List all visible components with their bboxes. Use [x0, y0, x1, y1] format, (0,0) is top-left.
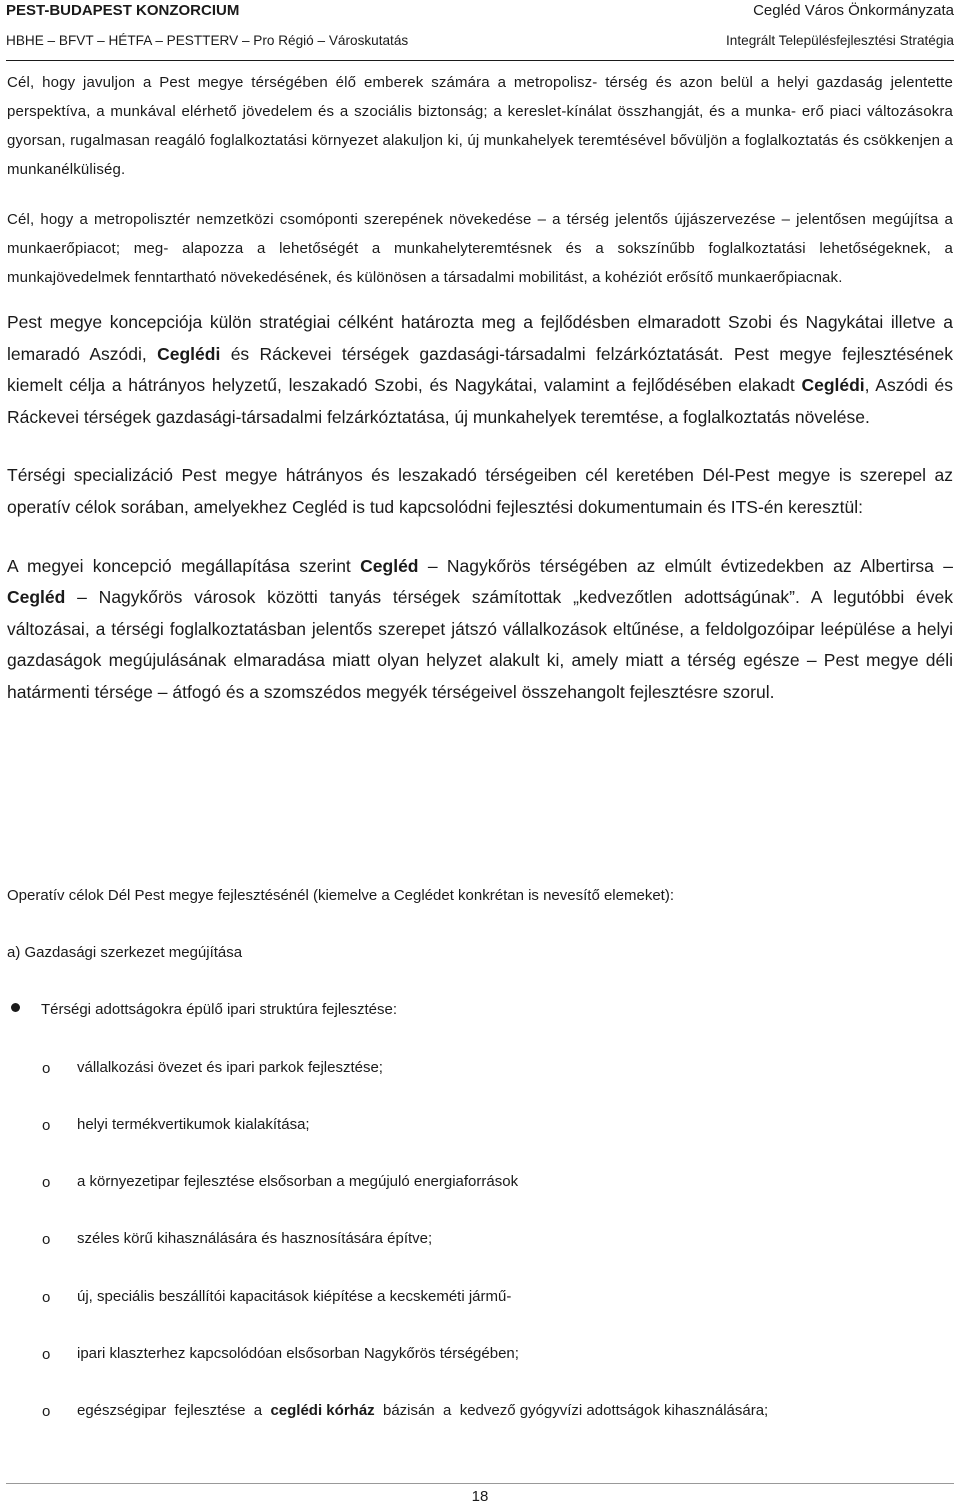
header-row-top [6, 2, 954, 19]
sub-bullet-marker: o [42, 1403, 51, 1420]
sub-bullet-marker: o [42, 1231, 51, 1248]
bold-cegléd: Cegléd [7, 587, 66, 608]
operative-goals-intro: Operatív célok Dél Pest megye fejlesztésénél (kiemelve a Ceglédet konkrétan is nevesítő elemeket): [7, 887, 674, 904]
bold-ceglédi: Ceglédi [157, 343, 221, 364]
paragraph-metropolitan-goal: Cél, hogy a metropolisztér nemzetközi csomóponti szerepének növekedése – a térség jelentős újjászervezése – jelentősen megújítsa a munkaerőpiacot; meg- alapozza a lehetőségét a munkahelyteremtésnek és a sokszínűbb foglalkoztatási lehetőségeknek, a munkajövedelmek fenntartható növekedésének, és különösen a társadalmi mobilitást, a kohéziót erősítő munkaerőpiacnak. [7, 211, 953, 286]
sub-bullet-marker: o [42, 1117, 51, 1134]
document-title: Integrált Településfejlesztési Stratégia [726, 33, 954, 48]
sub-item: a környezetipar fejlesztése elsősorban a megújuló energiaforrások [77, 1173, 519, 1190]
paragraph-county-concept: Pest megye koncepciója külön stratégiai célként határozta meg a fejlődésben elmaradott Szobi és Nagykátai illetve a lemaradó Aszódi, Ceglédi és Ráckevei térségek gazdasági-társadalmi felzárkóztatását. Pest megye fejlesztésének kiemelt célja a hátrányos helyzetű, leszakadó Szobi, és Nagykátai, valamint a fejlődésében elakadt Ceglédi, Aszódi és Ráckevei térségek gazdasági-társadalmi felzárkóztatása, új munkahelyek teremtése, a foglalkoztatás növelése. [7, 312, 953, 427]
paragraph-regional-specialisation: Térségi specializáció Pest megye hátrányos és leszakadó térségeiben cél keretében Dél-Pest megye is szerepel az operatív célok sorában, amelyekhez Cegléd is tud kapcsolódni fejlesztési dokumentumain és ITS-én keresztül: [7, 465, 953, 517]
page-number: 18 [471, 1488, 489, 1505]
sub-item: széles körű kihasználására és hasznosítására építve; [77, 1230, 433, 1247]
paragraph-cegléd-assessment: A megyei koncepció megállapítása szerint Cegléd – Nagykőrös térségében az elmúlt évtizedekben az Albertirsa – Cegléd – Nagykőrös városok közötti tanyás térségek számítottak „kedvezőtlen adottságúnak”. A legutóbbi évek változásai, a térségi foglalkoztatásban jelentős szerepet játszó vállalkozások eltűnése, a feldolgozóipar leépülése a helyi gazdaságok megújulásának elmaradása miatt olyan helyzet alakult ki, amely miatt a térség egésze – Pest megye déli határmenti térsége – átfogó és a szomszédos megyék térségeivel összehangolt fejlesztésre szorul. [7, 555, 953, 702]
sub-bullet-marker: o [42, 1289, 51, 1306]
page-header [6, 0, 954, 61]
sub-item-health-industry: egészségipar fejlesztése a ceglédi kórház bázisán a kedvező gyógyvízi adottságok kihasználására; [77, 1402, 769, 1419]
sub-item: vállalkozási övezet és ipari parkok fejlesztése; [77, 1059, 383, 1076]
sub-item: helyi termékvertikumok kialakítása; [77, 1116, 310, 1133]
bold-ceglédi: Ceglédi [801, 375, 865, 396]
bullet-item: Térségi adottságokra épülő ipari struktúra fejlesztése: [41, 1001, 398, 1018]
header-row-bottom [6, 33, 954, 48]
footer-divider [6, 1483, 954, 1484]
section-a-heading: a) Gazdasági szerkezet megújítása [7, 944, 243, 961]
bold-cegléd: Cegléd [360, 555, 419, 576]
bullet-icon [11, 1003, 20, 1012]
document-body [7, 64, 953, 709]
sub-bullet-marker: o [42, 1174, 51, 1191]
paragraph-employment-goal: Cél, hogy javuljon a Pest megye térségében élő emberek számára a metropolisz- térség és azon belül a helyi gazdaság jelentette perspektíva, a munkával elérhető jövedelem és a szociális biztonság; a kereslet-kínálat összhangját, és a munka- erő piaci változásokra gyorsan, rugalmasan reagáló foglalkoztatási környezet alakuljon ki, új munkahelyek teremtésével bővüljön a foglalkoztatás és csökkenjen a munkanélküliség. [7, 74, 953, 178]
bold-hospital: ceglédi kórház [270, 1402, 375, 1419]
partner-list: HBHE – BFVT – HÉTFA – PESTTERV – Pro Régió – Városkutatás [6, 33, 409, 48]
sub-bullet-marker: o [42, 1060, 51, 1077]
sub-item: ipari klaszterhez kapcsolódóan elsősorban Nagykőrös térségében; [77, 1345, 519, 1362]
sub-bullet-marker: o [42, 1346, 51, 1363]
municipality-name: Cegléd Város Önkormányzata [753, 2, 954, 19]
consortium-name: PEST-BUDAPEST KONZORCIUM [6, 2, 240, 19]
sub-item: új, speciális beszállítói kapacitások kiépítése a kecskeméti jármű- [77, 1288, 512, 1305]
